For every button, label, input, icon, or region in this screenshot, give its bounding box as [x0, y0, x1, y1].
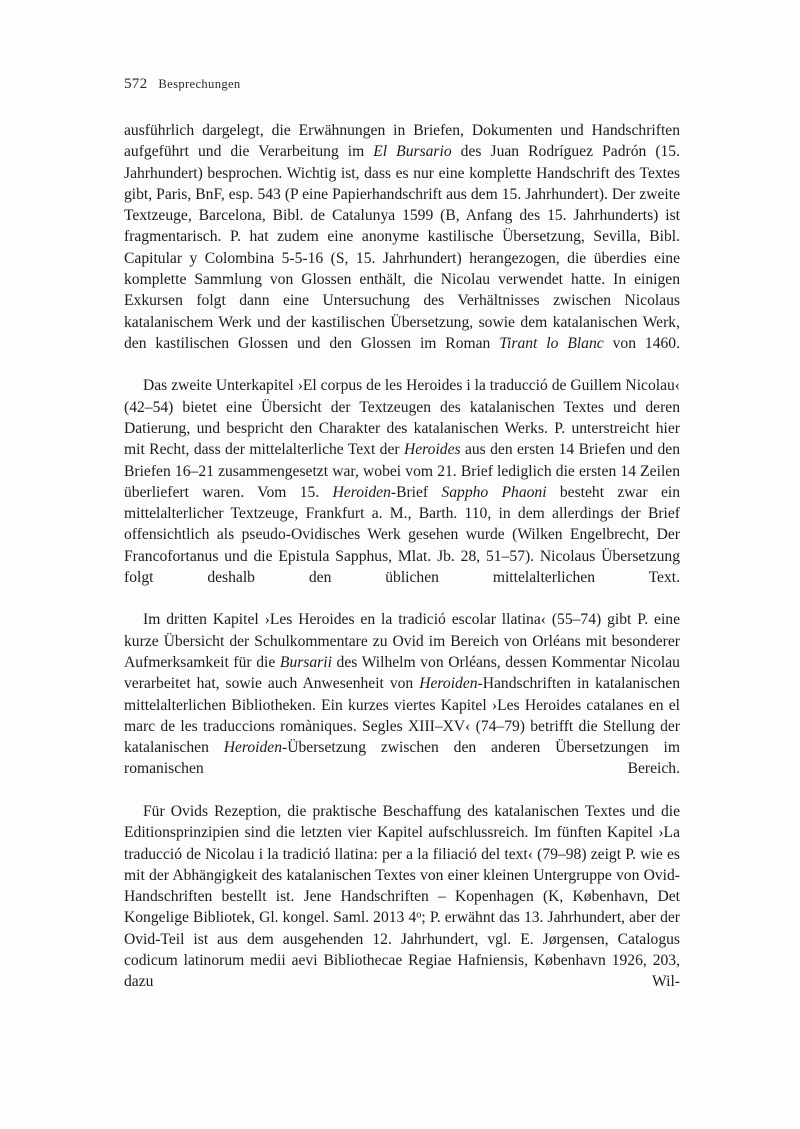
- page-number: 572: [124, 75, 148, 92]
- running-head: [124, 75, 680, 93]
- italic-run: Tirant lo Blanc: [499, 334, 604, 352]
- text-run: -Übersetzung zwischen den anderen Übersetzungen im romanischen Bereich.: [124, 739, 680, 778]
- text-run: Für Ovids Rezeption, die praktische Beschaffung des katalanischen Textes und die Editionsprinzipien sind die letzten vier Kapitel aufschlussreich. Im fünften Kapitel ›La traducció de Nicolau i la tradició llatina: per a la filiació del text‹ (79–98) zeigt P. wie es mit der Abhängigkeit des katalanischen Textes von einer kleinen Untergruppe von Ovid-Handschriften bestellt ist. Jene Handschriften – Kopenhagen (K, København, Det Kongelige Bibliotek, Gl. kongel. Saml. 2013 4: [124, 803, 680, 927]
- text-run: Im dritten Kapitel ›Les Heroides en la tradició escolar llatina‹ (55–74) gibt P. eine kurze Übersicht der Schulkommentare zu Ovid im Bereich von Orléans mit besonderer Aufmerksamkeit für die: [124, 611, 680, 672]
- text-run: aus den ersten 14 Briefen und den Briefen 16–21 zusammengesetzt war, wobei vom 21. Brief lediglich die ersten 14 Zeilen überliefert waren. Vom 15.: [124, 441, 680, 501]
- italic-run: Heroiden: [223, 739, 283, 757]
- paragraph: [124, 120, 680, 375]
- text-run: Das zweite Unterkapitel ›El corpus de les Heroides i la traducció de Guillem Nicolau‹ (42–54) bietet eine Übersicht der Textzeugen des katalanischen Textes und deren Datierung, und bespricht den Charakter des katalanischen Werks. P. unterstreicht hier mit Recht, dass der mittelalterliche Text der: [124, 377, 680, 459]
- paragraph: [124, 609, 680, 801]
- text-run: ; P. erwähnt das 13. Jahrhundert, aber der Ovid-Teil ist aus dem ausgehenden 12. Jahrhundert, vgl. E. Jørgensen, Catalogus codicum latinorum medii aevi Bibliothecae Regiae Hafniensis, København 1926, 203, dazu Wil-: [124, 909, 680, 991]
- italic-run: Heroiden: [332, 483, 391, 501]
- text-run: -Brief: [390, 483, 442, 501]
- italic-run: Sappho Phaoni: [441, 483, 547, 501]
- body-text-block: [124, 120, 680, 1014]
- running-head-title: Besprechungen: [158, 77, 241, 91]
- superscript-run: o: [416, 910, 422, 922]
- text-run: des Juan Rodríguez Padrón (15. Jahrhundert) besprochen. Wichtig ist, dass es nur eine komplette Handschrift des Textes gibt, Paris, BnF, esp. 543 (P eine Papierhandschrift aus dem 15. Jahrhundert). Der zweite Textzeuge, Barcelona, Bibl. de Catalunya 1599 (B, Anfang des 15. Jahrhunderts) ist fragmentarisch. P. hat zudem eine anonyme kastilische Übersetzung, Sevilla, Bibl. Capitular y Colombina 5-5-16 (S, 15. Jahrhundert) herangezogen, die überdies eine komplette Sammlung von Glossen enthält, die Nicolau verwendet hatte. In einigen Exkursen folgt dann eine Untersuchung des Verhältnisses zwischen Nicolaus katalanischem Werk und der kastilischen Übersetzung, sowie dem katalanischen Werk, den kastilischen Glossen und den Glossen im Roman: [124, 143, 681, 352]
- text-run: von 1460.: [603, 334, 680, 352]
- italic-run: Heroides: [403, 441, 461, 459]
- italic-run: Bursarii: [279, 654, 332, 672]
- italic-run: Heroiden: [419, 675, 478, 693]
- text-run: ausführlich dargelegt, die Erwähnungen in Briefen, Dokumenten und Handschriften aufgeführt und die Verarbeitung im: [124, 122, 680, 161]
- text-run: besteht zwar ein mittelalterlicher Textzeuge, Frankfurt a. M., Barth. 110, in dem allerdings der Brief offensichtlich als pseudo-Ovidisches Werk gesehen wurde (Wilken Engelbrecht, Der Francofortanus und die Epistula Sapphus, Mlat. Jb. 28, 51–57). Nicolaus Übersetzung folgt deshalb den üblichen mittelalterlichen Text.: [124, 483, 680, 586]
- text-run: -Handschriften in katalanischen mittelalterlichen Bibliotheken. Ein kurzes viertes Kapitel ›Les Heroides catalanes en el marc de les traduccions romàniques. Segles XIII–XV‹ (74–79) betrifft die Stellung der katalanischen: [124, 675, 681, 757]
- paragraph: [124, 801, 680, 1014]
- paragraph: [124, 375, 680, 609]
- text-run: des Wilhelm von Orléans, dessen Kommentar Nicolau verarbeitet hat, sowie auch Anwesenheit von: [124, 654, 680, 693]
- italic-run: El Bursario: [373, 143, 452, 161]
